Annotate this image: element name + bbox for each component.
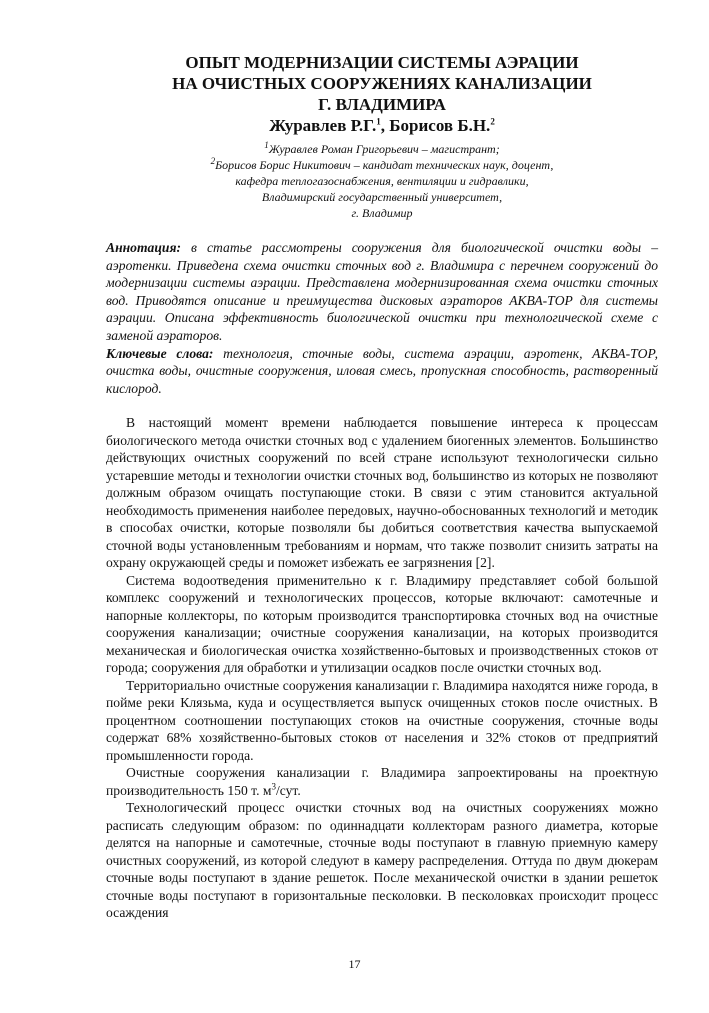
affiliation-line: [106, 157, 658, 173]
paragraph-text: Очистные сооружения канализации г. Владимира запроектированы на проектную производительность 150 т. м: [106, 765, 658, 798]
title-line: Г. ВЛАДИМИРА: [318, 95, 446, 114]
title-line: ОПЫТ МОДЕРНИЗАЦИИ СИСТЕМЫ АЭРАЦИИ: [185, 53, 579, 72]
affiliation-text: Журавлев Роман Григорьевич – магистрант;: [268, 142, 500, 156]
affiliation-text: Борисов Борис Никитович – кандидат технических наук, доцент,: [215, 158, 554, 172]
affiliation-line: Владимирский государственный университет,: [261, 190, 503, 204]
paragraph: Технологический процесс очистки сточных вод на очистных сооружениях можно расписать следующим образом: по одиннадцати коллекторам разного диаметра, которые делятся на напорные и самотечные, сточные воды поступают в главную приемную камеру очистных сооружений, из которой следуют в камеру распределения. Оттуда по двум дюкерам сточные воды поступают в здание решеток. После механической очистки в здании решеток сточные воды поступают в горизонтальные песколовки. В песколовках происходит процесс осаждения: [106, 800, 658, 921]
authors: [106, 115, 658, 136]
affiliation-superscript: 2: [210, 156, 216, 166]
author-superscript: 1: [376, 116, 381, 127]
author-name: Журавлев Р.Г.: [269, 116, 377, 135]
affiliations: [106, 141, 658, 221]
affiliation-line: [106, 141, 658, 157]
annotation: [106, 239, 658, 345]
paper-page: [106, 40, 658, 922]
keywords-label: Ключевые слова:: [106, 345, 214, 361]
paragraph: Система водоотведения применительно к г. Владимиру представляет собой большой комплекс сооружений и технологических процессов, которые включают: самотечные и напорные коллекторы, по которым производится транспортировка сточных вод на очистные сооружения канализации; очистные сооружения канализации, на которых производится механическая и биологическая очистка хозяйственно-бытовых и производственных стоков от города; сооружения для обработки и утилизации осадков после очистки сточных вод.: [106, 572, 658, 676]
author-separator: ,: [380, 116, 390, 135]
keywords-text: технология, сточные воды, система аэрации, аэротенк, АКВА-ТОР, очистка воды, очистные сооружения, иловая смесь, пропускная способность, растворенный кислород.: [106, 345, 658, 396]
body-text: [106, 414, 658, 922]
paragraph: [106, 764, 658, 799]
paragraph: Территориально очистные сооружения канализации г. Владимира находятся ниже города, в пойме реки Клязьма, куда и осуществляется выпуск очищенных стоков после очистных. В процентном соотношении поступающих стоков на очистные сооружения, сточные воды содержат 68% хозяйственно-бытовых стоков от населения и 32% стоков от предприятий промышленности города.: [106, 677, 658, 763]
affiliation-line: г. Владимир: [351, 206, 413, 220]
keywords: [106, 345, 658, 398]
page-number: 17: [348, 957, 361, 971]
author-superscript: 2: [490, 116, 495, 127]
annotation-text: в статье рассмотрены сооружения для биологической очистки воды – аэротенки. Приведена схема очистки сточных вод г. Владимира с перечнем сооружений до модернизации системы аэрации. Представлена модернизированная схема очистки сточных вод. Приводятся описание и преимущества дисковых аэраторов АКВА-ТОР для системы аэрации. Описана эффективность биологической очистки при технологической схеме с заменой аэраторов.: [106, 240, 658, 343]
title-line: НА ОЧИСТНЫХ СООРУЖЕНИЯХ КАНАЛИЗАЦИИ: [172, 74, 592, 93]
paragraph: В настоящий момент времени наблюдается повышение интереса к процессам биологического метода очистки сточных вод с удалением биогенных элементов. Большинство действующих очистных сооружений по всей стране используют технологически сильно устаревшие методы и технологии очистки сточных вод, большинство из которых не позволяют должным образом очищать поступающие стоки. В связи с этим становится актуальной необходимость применения наиболее передовых, научно-обоснованных технологий и методик в способах очистки, которые позволяли бы добиться соответствия качества выпускаемой сточной воды установленным требованиям и нормам, что также позволит снизить затраты на охрану окружающей среды и поможет избежать ее загрязнения [2].: [106, 415, 658, 571]
paper-title: [106, 52, 658, 115]
affiliation-superscript: 1: [264, 140, 269, 150]
author-name: Борисов Б.Н.: [389, 116, 491, 135]
annotation-label: Аннотация:: [106, 240, 181, 255]
unit-superscript: 3: [271, 781, 276, 792]
affiliation-line: кафедра теплогазоснабжения, вентиляции и гидравлики,: [235, 174, 529, 188]
paragraph-text: /сут.: [275, 782, 301, 798]
